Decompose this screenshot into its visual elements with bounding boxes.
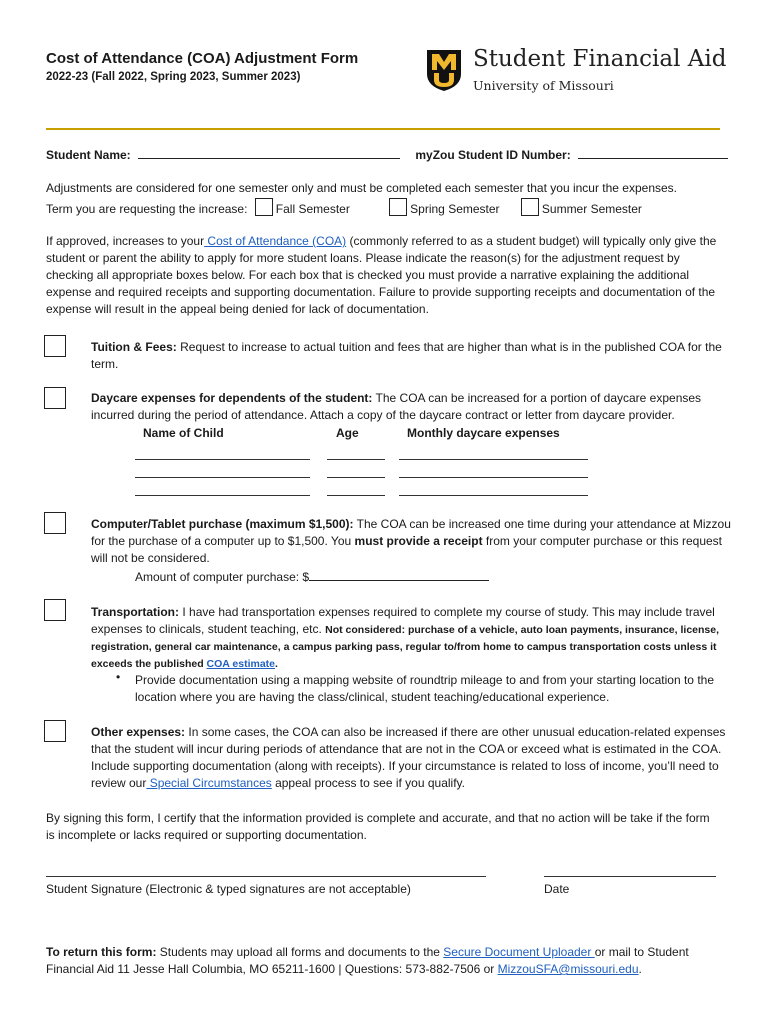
daycare-child-field[interactable] [135, 459, 310, 460]
approval-paragraph: If approved, increases to your Cost of Attendance (COA) (commonly referred to as a student budget) will typically only give the student or parent the ability to apply for more student loans. Please indicate the reason(s) for the adjustment request by checking all appropriate boxes below. For each box that is checked you must provide a narrative explaining the additional expense and required receipts and supporting documentation. Failure to provide supporting receipts and documentation of the expense will result in the appeal being denied for lack of documentation. [46, 234, 717, 316]
brand-name: Student Financial Aid [473, 46, 727, 72]
student-id-label: myZou Student ID Number: [415, 148, 571, 162]
student-name-label: Student Name: [46, 148, 131, 162]
computer-label: Computer/Tablet purchase (maximum $1,500): [91, 517, 354, 531]
computer-checkbox[interactable] [44, 512, 66, 534]
summer-checkbox[interactable] [521, 198, 539, 216]
student-id-field[interactable] [578, 146, 728, 159]
computer-amount-field[interactable] [309, 568, 489, 581]
daycare-expense-field[interactable] [399, 459, 588, 460]
form-title: Cost of Attendance (COA) Adjustment Form [46, 50, 359, 67]
coa-estimate-link[interactable]: COA estimate [206, 658, 276, 670]
fall-label: Fall Semester [275, 202, 350, 216]
date-label: Date [544, 882, 570, 896]
spring-label: Spring Semester [410, 202, 500, 216]
signature-field[interactable] [46, 876, 486, 877]
daycare-child-field[interactable] [135, 477, 310, 478]
transport-section: Transportation: I have had transportation expenses required to complete my course of study. This may include travel expenses to clinicals, student teaching, etc. Not considered: purchase of a vehicle, auto loan payments, insurance, license, registration, general car maintenance, a campus parking pass, regular to/from home to campus transportation costs unless it exceeds the published COA estimate. [91, 605, 720, 670]
daycare-expense-field[interactable] [399, 477, 588, 478]
transport-checkbox[interactable] [44, 599, 66, 621]
student-name-field[interactable] [138, 146, 400, 159]
coa-link[interactable]: Cost of Attendance (COA) [204, 234, 347, 248]
daycare-checkbox[interactable] [44, 387, 66, 409]
mizzou-shield-icon [425, 48, 463, 92]
other-section: Other expenses: In some cases, the COA can also be increased if there are other unusual education-related expenses that the student will incur during periods of attendance that are not in the COA or exceed what is estimated in the COA. Include supporting documentation (along with receipts). If your circumstance is related to loss of income, you’ll need to review our Special Circumstances appeal process to see if you qualify. [91, 725, 726, 790]
student-info-row [46, 146, 728, 164]
return-paragraph: To return this form: Students may upload all forms and documents to the Secure Document Uploader or mail to Student Financial Aid 11 Jesse Hall Columbia, MO 65211-1600 | Questions: 573-882-7506 or MizzouSFA@missouri.edu. [46, 945, 689, 976]
fall-checkbox[interactable] [255, 198, 273, 216]
daycare-section: Daycare expenses for dependents of the student: The COA can be increased for a portion of daycare expenses incurred during the period of attendance. Attach a copy of the daycare contract or letter from daycare provider. [91, 391, 702, 422]
brand-subtitle: University of Missouri [473, 78, 614, 93]
computer-amount-row [135, 568, 489, 586]
computer-section: Computer/Tablet purchase (maximum $1,500): The COA can be increased one time during your attendance at Mizzou for the purchase of a computer up to $1,500. You must provide a receipt from your computer purchase or this request will not be considered. [91, 517, 731, 565]
term-label: Term you are requesting the increase: [46, 202, 248, 216]
secure-uploader-link[interactable]: Secure Document Uploader [443, 945, 595, 959]
computer-amount-label: Amount of computer purchase: $ [135, 570, 310, 584]
signature-label: Student Signature (Electronic & typed signatures are not acceptable) [46, 882, 411, 896]
daycare-child-field[interactable] [135, 495, 310, 496]
certify-paragraph: By signing this form, I certify that the information provided is complete and accurate, and that no action will be take if the form is incomplete or lacks required or supporting documentation. [46, 811, 710, 842]
return-label: To return this form: [46, 945, 157, 959]
tuition-section: Tuition & Fees: Request to increase to actual tuition and fees that are higher than what is in the published COA for the term. [91, 340, 722, 371]
daycare-label: Daycare expenses for dependents of the student: [91, 391, 373, 405]
header-divider [46, 128, 720, 130]
daycare-col-age: Age [336, 426, 359, 440]
daycare-col-name: Name of Child [143, 426, 224, 440]
transport-bullet-text: Provide documentation using a mapping website of roundtrip mileage to and from your starting location to the location where you are having the class/clinical, student teaching/educational experience. [135, 673, 714, 704]
term-row [46, 198, 642, 218]
intro-line: Adjustments are considered for one semester only and must be completed each semester that you incur the expenses. [46, 181, 678, 195]
email-link[interactable]: MizzouSFA@missouri.edu [497, 962, 639, 976]
other-checkbox[interactable] [44, 720, 66, 742]
daycare-age-field[interactable] [327, 459, 385, 460]
summer-label: Summer Semester [541, 202, 642, 216]
transport-label: Transportation: [91, 605, 180, 619]
bullet-icon: • [116, 670, 121, 684]
daycare-expense-field[interactable] [399, 495, 588, 496]
mizzou-logo [425, 48, 725, 96]
daycare-col-expense: Monthly daycare expenses [407, 426, 560, 440]
special-circumstances-link[interactable]: Special Circumstances [146, 776, 272, 790]
daycare-age-field[interactable] [327, 477, 385, 478]
form-subtitle: 2022-23 (Fall 2022, Spring 2023, Summer 2023) [46, 71, 301, 83]
date-field[interactable] [544, 876, 716, 877]
spring-checkbox[interactable] [389, 198, 407, 216]
tuition-label: Tuition & Fees: [91, 340, 177, 354]
other-label: Other expenses: [91, 725, 186, 739]
tuition-checkbox[interactable] [44, 335, 66, 357]
daycare-age-field[interactable] [327, 495, 385, 496]
